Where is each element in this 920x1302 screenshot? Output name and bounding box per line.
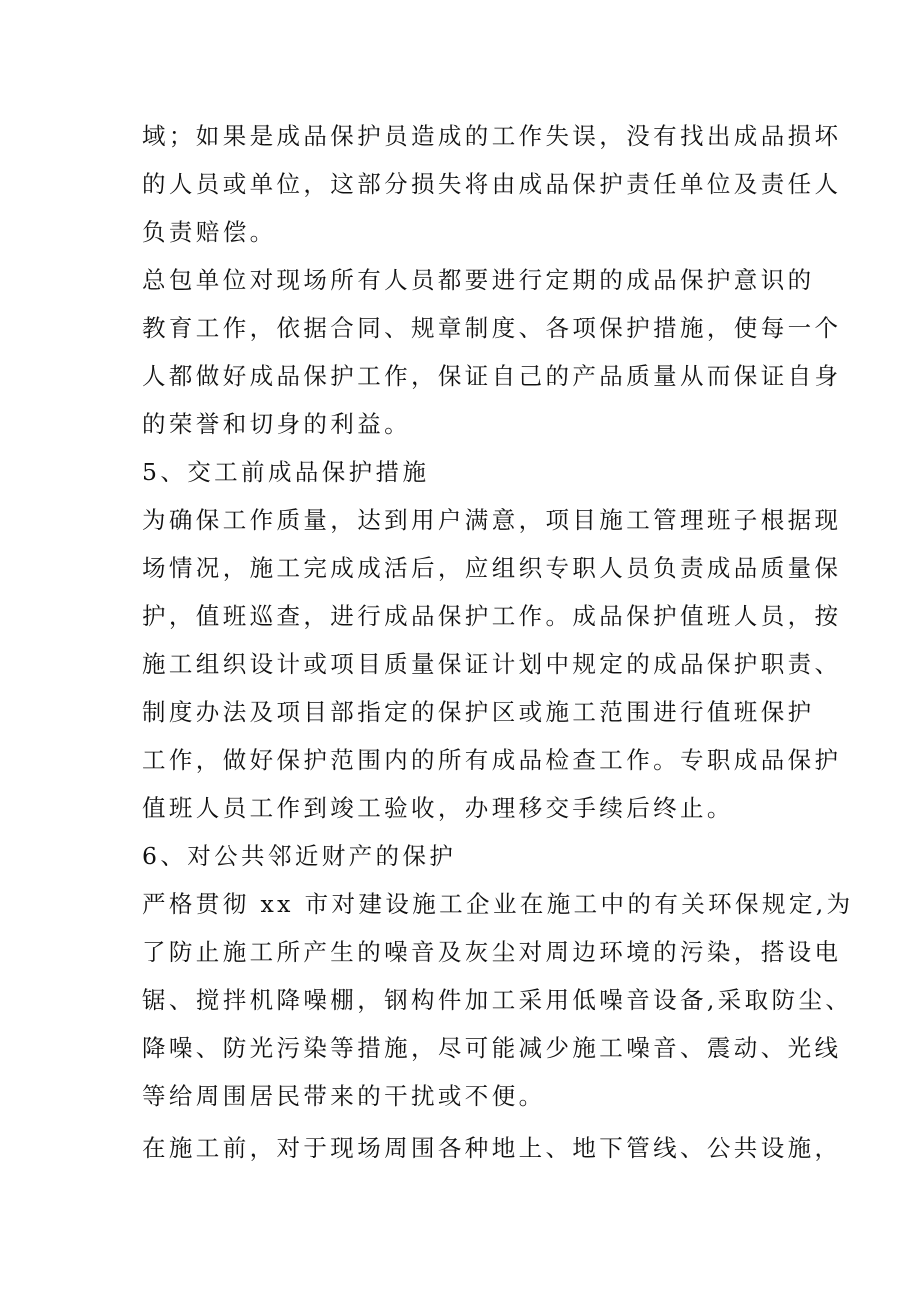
text-line: 的人员或单位，这部分损失将由成品保护责任单位及责任人 <box>142 170 842 198</box>
text-line: 的荣誉和切身的利益。 <box>142 410 411 438</box>
document-body <box>142 112 854 1172</box>
text-line: 在施工前，对于现场周围各种地上、地下管线、公共设施， <box>142 1134 842 1162</box>
paragraph <box>142 496 842 832</box>
paragraph <box>142 1124 842 1172</box>
text-line: 为确保工作质量，达到用户满意，项目施工管理班子根据现 <box>142 506 842 534</box>
paragraph <box>142 880 854 1120</box>
text-line: 人都做好成品保护工作，保证自己的产品质量从而保证自身 <box>142 362 842 390</box>
text-line: 值班人员工作到竣工验收，办理移交手续后终止。 <box>142 794 734 822</box>
text-line: 降噪、防光污染等措施，尽可能减少施工噪音、震动、光线 <box>142 1034 842 1062</box>
text-line: 了防止施工所产生的噪音及灰尘对周边环境的污染，搭设电 <box>142 938 842 966</box>
text-line: 锯、搅拌机降噪棚，钢构件加工采用低噪音设备,采取防尘、 <box>142 986 853 1014</box>
text-line: 施工组织设计或项目质量保证计划中规定的成品保护职责、 <box>142 650 842 678</box>
paragraph <box>142 256 842 448</box>
text-line: 工作，做好保护范围内的所有成品检查工作。专职成品保护 <box>142 746 842 774</box>
text-line: 教育工作，依据合同、规章制度、各项保护措施，使每一个 <box>142 314 842 342</box>
text-line: 严格贯彻 xx 市对建设施工企业在施工中的有关环保规定,为 <box>142 890 854 918</box>
text-line: 场情况，施工完成成活后，应组织专职人员负责成品质量保 <box>142 554 842 582</box>
section-heading <box>142 832 822 880</box>
section-heading <box>142 448 822 496</box>
heading-text: 6、对公共邻近财产的保护 <box>142 842 457 870</box>
text-line: 域；如果是成品保护员造成的工作失误，没有找出成品损坏 <box>142 122 842 150</box>
text-line: 制度办法及项目部指定的保护区或施工范围进行值班保护 <box>142 698 815 726</box>
paragraph <box>142 112 842 256</box>
text-line: 负责赔偿。 <box>142 218 277 246</box>
text-line: 等给周围居民带来的干扰或不便。 <box>142 1082 546 1110</box>
heading-text: 5、交工前成品保护措施 <box>142 458 430 486</box>
text-line: 总包单位对现场所有人员都要进行定期的成品保护意识的 <box>142 266 815 294</box>
text-line: 护，值班巡查，进行成品保护工作。成品保护值班人员，按 <box>142 602 842 630</box>
